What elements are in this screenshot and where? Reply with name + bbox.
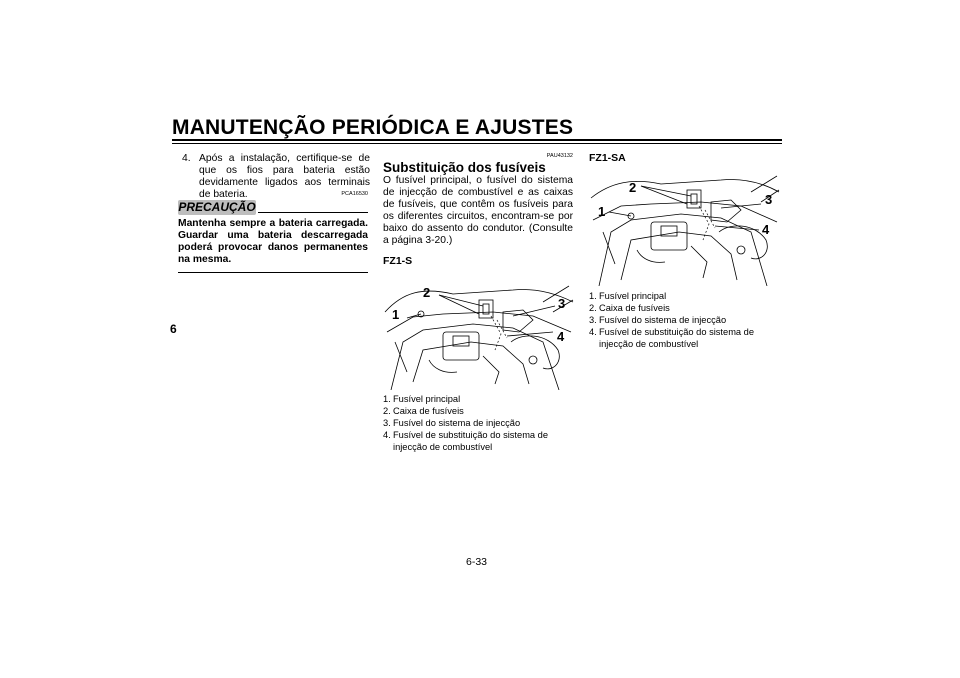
page-number: 6-33 <box>466 556 488 568</box>
header-rule <box>172 139 782 141</box>
fz1sa-callout-4: 4 <box>762 222 770 237</box>
fz1sa-drawing <box>589 168 781 286</box>
fz1sa-callout-3: 3 <box>765 192 773 207</box>
legend-item: 3. Fusível do sistema de injecção <box>383 418 521 428</box>
legend-item: 2. Caixa de fusíveis <box>383 406 464 416</box>
section-title: Substituição dos fusíveis <box>383 160 546 175</box>
fz1sa-label: FZ1-SA <box>589 152 626 164</box>
step-number: 4. <box>182 153 191 164</box>
section-code: PAU43132 <box>546 153 573 159</box>
fz1s-callout-1: 1 <box>392 307 400 322</box>
caution-text: Mantenha sempre a bateria carregada. Guardar uma bateria descarregada poderá provocar danos permanentes na mesma. <box>178 218 368 265</box>
fz1sa-legend <box>589 290 781 350</box>
fz1s-drawing <box>383 272 575 390</box>
section-body: O fusível principal, o fusível do sistema de injecção de combustível e as caixas de fusíveis, que contêm os fusíveis para os diferentes circuitos, encontram-se por baixo do assento do condutor. (Consulte a página 3-20.) <box>383 175 573 246</box>
fz1s-callout-4: 4 <box>557 329 565 344</box>
fz1s-figure <box>383 272 575 390</box>
page-title: MANUTENÇÃO PERIÓDICA E AJUSTES <box>172 116 574 139</box>
legend-item: 1. Fusível principal <box>383 394 461 404</box>
legend-item: 1. Fusível principal <box>589 291 667 301</box>
legend-item: 4. Fusível de substituição do sistema de injecção de combustível <box>383 430 549 452</box>
caution-code: PCA16530 <box>341 191 368 197</box>
fz1sa-figure <box>589 168 781 286</box>
header-rule-thin <box>172 143 782 144</box>
caution-badge: PRECAUÇÃO <box>178 200 256 214</box>
fz1s-callout-3: 3 <box>558 296 566 311</box>
fz1s-legend <box>383 393 575 453</box>
fz1sa-callout-1: 1 <box>598 204 606 219</box>
legend-item: 2. Caixa de fusíveis <box>589 303 670 313</box>
step-text: Após a instalação, certifique-se de que os fios para bateria estão devidamente ligados aos terminais de bateria. <box>199 153 370 200</box>
legend-item: 4. Fusível de substituição do sistema de injecção de combustível <box>589 327 755 349</box>
fz1sa-callout-2: 2 <box>629 180 637 195</box>
caution-bottom-rule <box>178 272 368 273</box>
legend-item: 3. Fusível do sistema de injecção <box>589 315 727 325</box>
caution-rule <box>258 212 368 213</box>
chapter-tab: 6 <box>170 322 177 336</box>
fz1s-callout-2: 2 <box>423 285 431 300</box>
fz1s-label: FZ1-S <box>383 255 413 267</box>
